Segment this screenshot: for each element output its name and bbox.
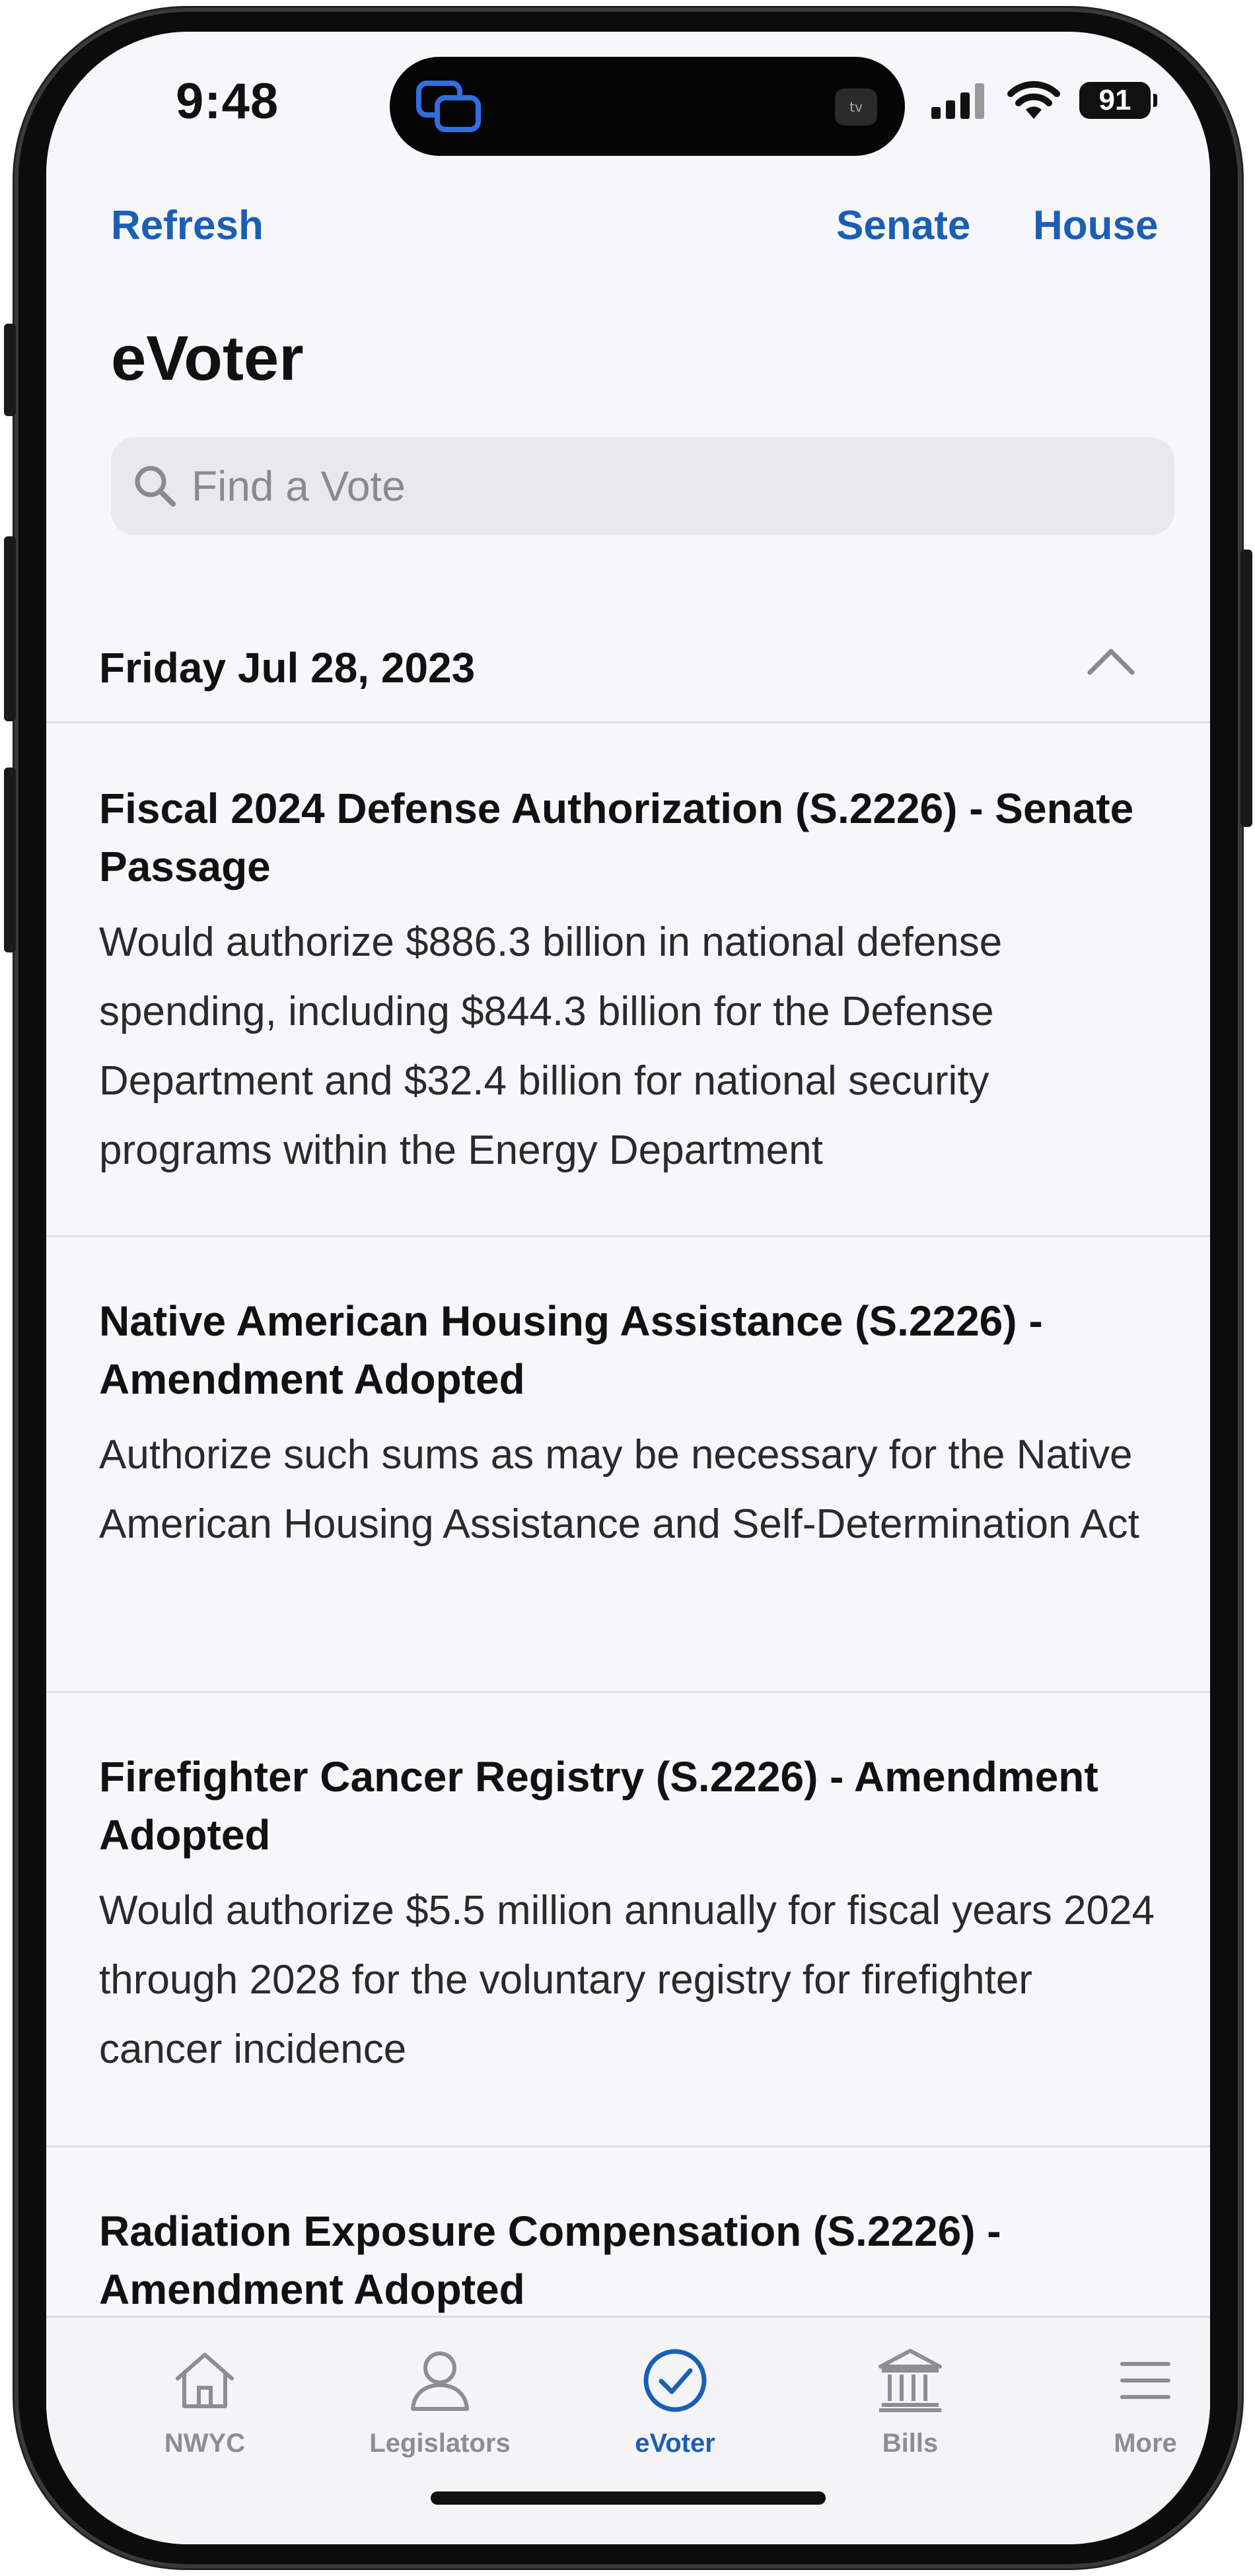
divider xyxy=(46,721,1210,723)
status-indicators xyxy=(931,81,1151,120)
vote-list-item[interactable] xyxy=(99,779,1156,1185)
refresh-button[interactable]: Refresh xyxy=(111,203,264,248)
vote-title: Native American Housing Assistance (S.2226) - Amendment Adopted xyxy=(99,1297,1043,1403)
tab-label: NWYC xyxy=(164,2429,246,2458)
tab-label: More xyxy=(1114,2429,1177,2458)
screen xyxy=(46,32,1210,2544)
cellular-signal-icon xyxy=(931,82,988,119)
status-time: 9:48 xyxy=(176,73,279,129)
tab-label: eVoter xyxy=(635,2429,715,2458)
vote-list-item[interactable] xyxy=(99,1292,1156,1559)
tab-label: Bills xyxy=(882,2429,939,2458)
wifi-icon xyxy=(1007,81,1061,120)
vote-description: Authorize such sums as may be necessary for the Native American Housing Assistance and Self-Determination Act xyxy=(99,1432,1139,1547)
apple-tv-icon: tv xyxy=(835,89,877,125)
screen-mirroring-icon xyxy=(413,77,486,136)
home-icon xyxy=(168,2344,241,2417)
vote-title: Fiscal 2024 Defense Authorization (S.2226) - Senate Passage xyxy=(99,785,1134,890)
phone-frame xyxy=(15,8,1242,2568)
chevron-up-icon[interactable] xyxy=(1086,646,1136,676)
dynamic-island xyxy=(390,57,905,156)
person-icon xyxy=(404,2344,476,2417)
tab-bar xyxy=(46,2316,1210,2544)
volume-up-button xyxy=(4,536,16,721)
action-button xyxy=(4,324,16,416)
bank-building-icon xyxy=(874,2344,947,2417)
tab-label: Legislators xyxy=(369,2429,511,2458)
house-button[interactable]: House xyxy=(1033,203,1159,248)
volume-down-button xyxy=(4,768,16,952)
section-header[interactable] xyxy=(46,620,1210,719)
search-input[interactable] xyxy=(190,461,1174,511)
senate-button[interactable]: Senate xyxy=(836,203,971,248)
section-date: Friday Jul 28, 2023 xyxy=(99,644,476,692)
power-button xyxy=(1240,550,1252,827)
vote-title: Firefighter Cancer Registry (S.2226) - Amendment Adopted xyxy=(99,1753,1098,1859)
tab-nwyc[interactable] xyxy=(106,2344,304,2458)
divider xyxy=(46,2145,1210,2147)
tab-more[interactable] xyxy=(1046,2344,1210,2458)
tab-bills[interactable] xyxy=(811,2344,1009,2458)
vote-description: Would authorize $886.3 billion in national defense spending, including $844.3 billion for the Defense Department and $32.4 billion for national security programs within the Energy Department xyxy=(99,919,1003,1173)
vote-title: Radiation Exposure Compensation (S.2226) - Amendment Adopted xyxy=(99,2207,1001,2313)
page-title: eVoter xyxy=(111,323,304,394)
checkmark-circle-icon xyxy=(639,2344,711,2417)
battery-indicator: 91 xyxy=(1079,82,1151,119)
search-icon xyxy=(132,463,178,509)
divider xyxy=(46,1691,1210,1693)
search-bar[interactable] xyxy=(111,437,1174,535)
home-indicator[interactable] xyxy=(431,2491,826,2505)
divider xyxy=(46,1235,1210,1237)
vote-list-item[interactable] xyxy=(99,2202,1156,2318)
vote-list-item[interactable] xyxy=(99,1748,1156,2084)
tab-legislators[interactable] xyxy=(341,2344,539,2458)
vote-description: Would authorize $5.5 million annually for fiscal years 2024 through 2028 for the voluntary registry for firefighter cancer incidence xyxy=(99,1888,1155,2072)
tab-evoter[interactable] xyxy=(576,2344,774,2458)
menu-icon xyxy=(1109,2344,1182,2417)
